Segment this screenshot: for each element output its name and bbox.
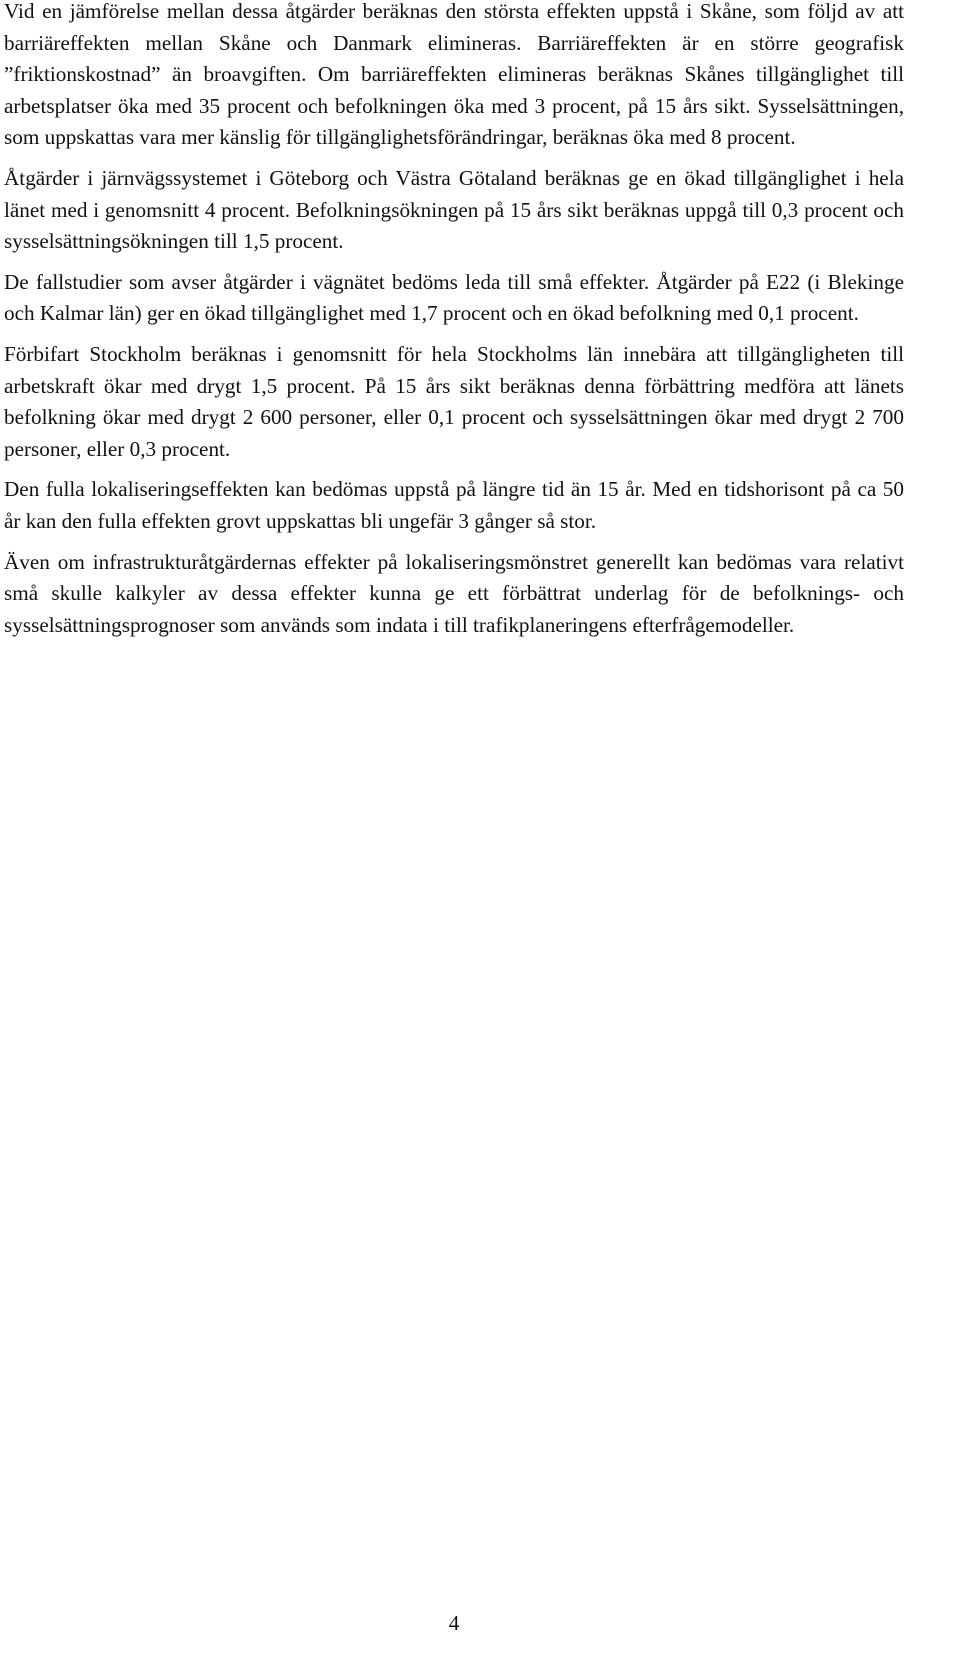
page-number: 4 <box>448 1611 460 1635</box>
paragraph: Åtgärder i järnvägssystemet i Göteborg och Västra Götaland beräknas ge en ökad tillgänglighet i hela länet med i genomsnitt 4 procent. Befolkningsökningen på 15 års sikt beräknas uppgå till 0,3 procent och sysselsättningsökningen till 1,5 procent. <box>4 165 904 254</box>
paragraph: Den fulla lokaliseringseffekten kan bedömas uppstå på längre tid än 15 år. Med en tidshorisont på ca 50 år kan den fulla effekten grovt uppskattas bli ungefär 3 gånger så stor. <box>4 477 904 533</box>
paragraph: Vid en jämförelse mellan dessa åtgärder beräknas den största effekten uppstå i Skåne, som följd av att barriäreffekten mellan Skåne och Danmark elimineras. Barriäreffekten är en större geografisk ”friktionskostnad” än broavgiften. Om barriäreffekten elimineras beräknas Skånes tillgänglighet till arbetsplatser öka med 35 procent och befolkningen öka med 3 procent, på 15 års sikt. Sysselsättningen, som uppskattas vara mer känslig för tillgänglighetsförändringar, beräknas öka med 8 procent. <box>4 0 904 150</box>
paragraph: De fallstudier som avser åtgärder i vägnätet bedöms leda till små effekter. Åtgärder på E22 (i Blekinge och Kalmar län) ger en ökad tillgänglighet med 1,7 procent och en ökad befolkning med 0,1 procent. <box>4 269 904 326</box>
paragraph: Förbifart Stockholm beräknas i genomsnitt för hela Stockholms län innebära att tillgängligheten till arbetskraft ökar med drygt 1,5 procent. På 15 års sikt beräknas denna förbättring medföra att länets befolkning ökar med drygt 2 600 personer, eller 0,1 procent och sysselsättningen ökar med drygt 2 700 personer, eller 0,3 procent. <box>4 341 904 461</box>
paragraph: Även om infrastrukturåtgärdernas effekter på lokaliseringsmönstret generellt kan bedömas vara relativt små skulle kalkyler av dessa effekter kunna ge ett förbättrat underlag för de befolknings- och sysselsättningsprognoser som används som indata i till trafikplaneringens efterfrågemodeller. <box>4 549 904 637</box>
body-text <box>4 0 904 641</box>
